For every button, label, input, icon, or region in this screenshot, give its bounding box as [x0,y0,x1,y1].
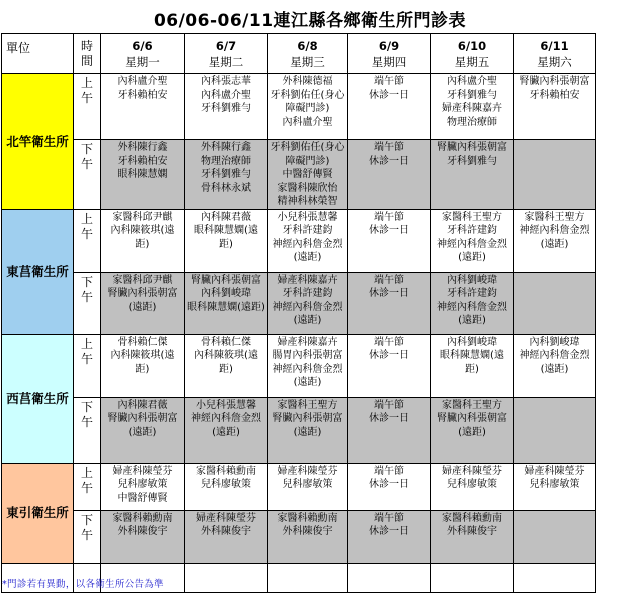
doctor-entry: 小兒科張慧馨 [277,211,338,223]
day-header: 6/6 星期一 [101,34,185,74]
doctor-entry: (遠距) [458,315,486,326]
doctor-entry: 物理治療師 [201,155,251,167]
doctor-entry: 家醫科王聖方 [277,399,338,411]
doctor-entry: 神經內科詹金烈 [272,301,343,313]
doctor-entry: (遠距) [458,252,486,263]
doctor-entry: 家醫科賴勳南 [277,512,338,524]
doctor-entry: 內科盧介聖 [447,76,497,87]
doctor-entry: 牙科賴柏安 [529,89,580,101]
table-row [2,334,596,397]
doctor-entry: (遠距) [128,426,157,438]
schedule-cell [348,74,431,140]
doctor-entry: 內科劉峻瑋 [447,336,497,348]
schedule-cell [185,397,268,463]
schedule-cell [514,334,596,397]
day-header: 6/11 星期六 [514,34,596,74]
doctor-entry: 距) [135,363,150,375]
schedule-cell [431,334,514,397]
unit-header: 單位 [2,34,74,74]
doctor-entry: 距) [219,363,233,375]
schedule-cell [101,334,185,397]
doctor-entry: 休診一日 [369,479,409,490]
doctor-entry: 神經內科詹金烈 [437,301,507,313]
doctor-entry: (遠距) [293,315,322,326]
doctor-entry: 牙科劉佑任(身心 [270,89,345,101]
table-row [2,140,596,210]
doctor-entry: 家醫科邱尹麒 [112,274,173,286]
table-row [2,209,596,272]
doctor-entry: 中醫舒傳賢 [282,169,333,180]
table-row [2,74,596,140]
time-slot-label: 下 午 [74,397,101,463]
blank-cell [268,578,348,593]
doctor-entry: 外科陳俊宇 [201,526,251,537]
schedule-cell [268,463,348,510]
doctor-entry: 端午節 [374,512,404,524]
unit-name: 東引衛生所 [2,463,74,563]
doctor-entry: 障礙門診) [285,103,330,114]
schedule-cell [185,334,268,397]
schedule-cell [514,397,596,463]
schedule-cell [514,272,596,334]
schedule-cell [268,209,348,272]
doctor-entry: 婦產科陳嘉卉 [442,103,502,114]
doctor-entry: 家醫科賴勳南 [112,512,173,524]
schedule-cell [431,209,514,272]
day-header: 6/8 星期三 [268,34,348,74]
time-slot-label: 下 午 [74,272,101,334]
time-slot-label: 上 午 [74,209,101,272]
day-header: 6/7 星期二 [185,34,268,74]
schedule-cell [101,74,185,140]
table-row [2,463,596,510]
doctor-entry: 休診一日 [369,225,409,236]
doctor-entry: 神經內科詹金烈 [191,413,261,424]
doctor-entry: 內科陳筱琪(遠 [110,350,175,361]
doctor-entry: 家醫科賴勳南 [196,465,256,477]
blank-cell [431,563,514,578]
doctor-entry: 腸胃內科張朝富 [272,350,343,361]
doctor-entry: 外科陳德福 [282,76,333,87]
schedule-cell [431,74,514,140]
doctor-entry: 內科盧介聖 [117,76,168,87]
schedule-cell [431,510,514,563]
schedule-cell [185,209,268,272]
doctor-entry: 神經內科詹金烈 [519,225,590,236]
footnote: *門診若有異動，以各衛生所公告為準 [2,579,164,590]
doctor-entry: 神經內科詹金烈 [272,363,343,375]
blank-cell [514,578,596,593]
doctor-entry: 眼科陳慧嫻(遠距) [187,301,265,313]
doctor-entry: 小兒科張慧馨 [196,399,256,411]
doctor-entry: 腎臟內科張朝富 [437,413,507,424]
schedule-cell [348,510,431,563]
doctor-entry: 中醫舒傳賢 [117,492,168,504]
doctor-entry: 婦產科陳瑩芬 [112,465,173,477]
doctor-entry: 內科劉峻瑋 [201,288,251,299]
doctor-entry: 神經內科詹金烈 [519,350,590,361]
doctor-entry: 距) [219,238,233,250]
doctor-entry: 婦產科陳瑩芬 [442,465,502,477]
schedule-cell [185,74,268,140]
doctor-entry: (遠距) [212,426,240,438]
schedule-cell [268,74,348,140]
time-slot-label: 上 午 [74,463,101,510]
table-row [2,510,596,563]
doctor-entry: 端午節 [374,142,404,153]
doctor-entry: 休診一日 [369,526,409,537]
doctor-entry: 眼科陳慧嫻(遠 [194,225,258,236]
schedule-cell [348,334,431,397]
doctor-entry: 兒科廖敏策 [529,479,580,490]
time-slot-label: 下 午 [74,140,101,210]
day-header: 6/9 星期四 [348,34,431,74]
doctor-entry: 外科陳行鑫 [117,142,168,153]
schedule-cell [268,140,348,210]
blank-cell [348,578,431,593]
doctor-entry: 家醫科邱尹麒 [112,211,173,223]
doctor-entry: 休診一日 [369,288,409,299]
doctor-entry: 牙科許建鈞 [447,288,497,299]
schedule-cell [431,140,514,210]
doctor-entry: 牙科劉雅勻 [201,169,251,180]
doctor-entry: (遠距) [540,363,569,375]
doctor-entry: 兒科廖敏策 [447,479,497,490]
schedule-cell [268,272,348,334]
doctor-entry: (遠距) [128,301,157,313]
schedule-cell [514,74,596,140]
day-header: 6/10 星期五 [431,34,514,74]
unit-name: 西莒衛生所 [2,334,74,463]
schedule-cell [514,463,596,510]
doctor-entry: 內科盧介聖 [282,116,333,128]
schedule-cell [348,397,431,463]
doctor-entry: 休診一日 [369,413,409,424]
header-row [2,34,596,74]
schedule-cell [268,334,348,397]
doctor-entry: 骨科賴仁傑 [117,336,168,348]
doctor-entry: 外科陳俊宇 [282,526,333,537]
doctor-entry: 端午節 [374,76,404,87]
doctor-entry: 牙科劉雅勻 [201,103,251,114]
doctor-entry: 家醫科王聖方 [442,211,502,223]
doctor-entry: 婦產科陳嘉卉 [277,336,338,348]
doctor-entry: 腎臟內科張朝富 [107,288,178,299]
doctor-entry: 端午節 [374,399,404,411]
doctor-entry: 牙科許建鈞 [447,225,497,236]
doctor-entry: 內科張志華 [201,76,251,87]
doctor-entry: 婦產科陳瑩芬 [196,512,256,524]
doctor-entry: 內科陳筱琪(遠 [194,350,258,361]
doctor-entry: 內科陳筱琪(遠 [110,225,175,236]
schedule-cell [431,272,514,334]
schedule-cell [348,209,431,272]
schedule-cell [101,209,185,272]
doctor-entry: 牙科劉佑任(身心 [270,142,345,153]
doctor-entry: 外科陳俊宇 [117,526,168,537]
schedule-cell [185,272,268,334]
doctor-entry: 兒科廖敏策 [282,479,333,490]
doctor-entry: 內科劉峻瑋 [529,336,580,348]
doctor-entry: 內科陳君薇 [201,211,251,223]
schedule-table [1,33,596,593]
doctor-entry: 距) [465,363,479,375]
doctor-entry: 眼科陳慧嫻(遠 [440,350,504,361]
doctor-entry: 障礙門診) [285,155,330,167]
doctor-entry: 休診一日 [369,89,409,101]
time-header: 時 間 [74,34,101,74]
doctor-entry: 腎臟內科張朝富 [519,76,590,87]
schedule-cell [268,510,348,563]
schedule-cell [185,140,268,210]
page-title: 06/06-06/11連江縣各鄉衛生所門診表 [153,11,467,31]
blank-cell [268,563,348,578]
doctor-entry: 腎臟內科張朝富 [191,274,261,286]
doctor-entry: 婦產科陳瑩芬 [524,465,585,477]
time-slot-label: 上 午 [74,74,101,140]
doctor-entry: 端午節 [374,211,404,223]
doctor-entry: 外科陳行鑫 [201,142,251,153]
blank-cell [185,563,268,578]
doctor-entry: 休診一日 [369,155,409,167]
blank-cell [348,563,431,578]
doctor-entry: (遠距) [293,377,322,388]
schedule-cell [514,209,596,272]
schedule-cell [185,510,268,563]
doctor-entry: 腎臟內科張朝富 [272,413,343,424]
doctor-entry: 端午節 [374,274,404,286]
doctor-entry: 眼科陳慧嫻 [117,169,168,180]
schedule-cell [431,463,514,510]
doctor-entry: 家醫科陳欣怡 [277,182,338,194]
doctor-entry: 家醫科王聖方 [442,399,502,411]
doctor-entry: (遠距) [293,426,322,438]
time-slot-label: 上 午 [74,334,101,397]
doctor-entry: 內科劉峻瑋 [447,274,497,286]
schedule-cell [514,510,596,563]
doctor-entry: 兒科廖敏策 [201,479,251,490]
unit-name: 北竿衛生所 [2,74,74,210]
blank-cell [431,578,514,593]
schedule-cell [101,510,185,563]
doctor-entry: 端午節 [374,336,404,348]
doctor-entry: 牙科劉雅勻 [447,89,497,101]
doctor-entry: 家醫科賴勳南 [442,512,502,524]
table-row [2,397,596,463]
doctor-entry: 休診一日 [369,350,409,361]
doctor-entry: 牙科賴柏安 [117,89,168,101]
doctor-entry: (遠距) [293,252,322,263]
blank-cell [185,578,268,593]
schedule-cell [101,463,185,510]
doctor-entry: 家醫科王聖方 [524,211,585,223]
schedule-cell [431,397,514,463]
schedule-cell [348,140,431,210]
doctor-entry: 內科陳君薇 [117,399,168,411]
schedule-cell [514,140,596,210]
doctor-entry: (遠距) [458,426,486,438]
doctor-entry: 婦產科陳瑩芬 [277,465,338,477]
schedule-cell [101,140,185,210]
doctor-entry: (遠距) [540,238,569,250]
schedule-cell [101,272,185,334]
doctor-entry: 腎臟內科張朝富 [107,413,178,424]
doctor-entry: 牙科劉雅勻 [447,155,497,167]
doctor-entry: 精神科林榮智 [277,196,338,207]
schedule-cell [185,463,268,510]
doctor-entry: 骨科賴仁傑 [201,336,251,348]
doctor-entry: 婦產科陳嘉卉 [277,274,338,286]
doctor-entry: 內科盧介聖 [201,89,251,101]
blank-cell [514,563,596,578]
table-row [2,272,596,334]
doctor-entry: 神經內科詹金烈 [437,238,507,250]
schedule-cell [101,397,185,463]
doctor-entry: 端午節 [374,465,404,477]
doctor-entry: 牙科許建鈞 [282,288,333,299]
doctor-entry: 牙科許建鈞 [282,225,333,236]
doctor-entry: 物理治療師 [447,116,497,128]
unit-name: 東莒衛生所 [2,209,74,334]
schedule-cell [268,397,348,463]
doctor-entry: 距) [135,238,150,250]
doctor-entry: 骨科林永斌 [201,182,251,194]
doctor-entry: 腎臟內科張朝富 [437,142,507,153]
schedule-cell [348,272,431,334]
doctor-entry: 兒科廖敏策 [117,479,168,490]
doctor-entry: 神經內科詹金烈 [272,238,343,250]
doctor-entry: 牙科賴柏安 [117,155,168,167]
time-slot-label: 下 午 [74,510,101,563]
schedule-cell [348,463,431,510]
doctor-entry: 外科陳俊宇 [447,526,497,537]
